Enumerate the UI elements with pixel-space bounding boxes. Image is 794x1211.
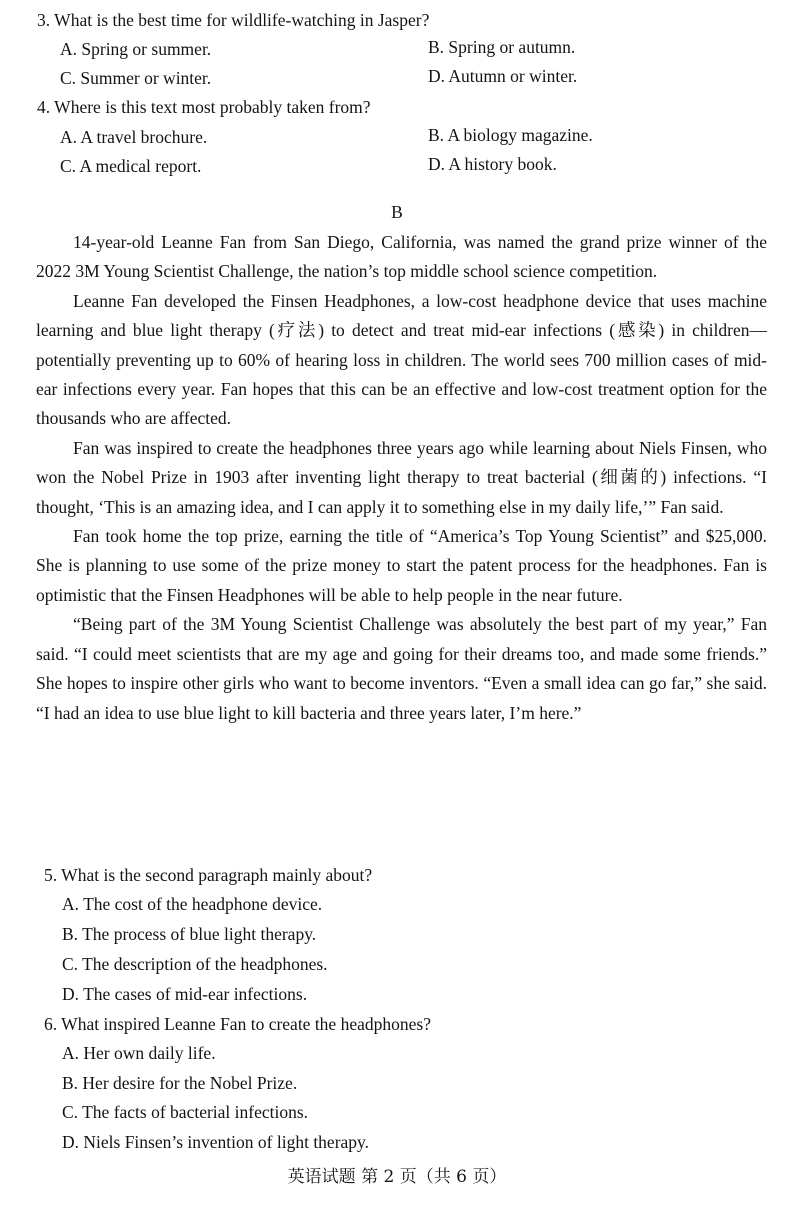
passage-paragraph: Fan took home the top prize, earning the title of “America’s Top Young Scientist” and $25,000. She is planning to use some of the prize money to start the patent process for the headphones. Fan is optimistic that the Finsen Headphones will be able to help people in the near future. xyxy=(36,526,767,605)
q4-option-d: D. A history book. xyxy=(428,154,557,174)
q3-option-b: B. Spring or autumn. xyxy=(428,37,576,57)
passage-paragraph: Leanne Fan developed the Finsen Headphones, a low-cost headphone device that uses machine learning and blue light therapy (疗法) to detect and treat mid-ear infections (感染) in children—potentially preventing up to 60% of hearing loss in children. The world sees 700 million cases of mid-ear infections every year. Fan hopes that this can be an effective and low-cost treatment option for the thousands who are affected. xyxy=(36,290,767,429)
q5-option-a: A. The cost of the headphone device. xyxy=(62,894,323,914)
question-3-stem: 3. What is the best time for wildlife-watching in Jasper? xyxy=(37,10,430,30)
q4-option-a: A. A travel brochure. xyxy=(60,127,208,147)
q5-option-d: D. The cases of mid-ear infections. xyxy=(62,984,308,1004)
question-4-stem: 4. Where is this text most probably taken from? xyxy=(37,97,371,117)
reading-passage xyxy=(36,228,767,728)
q3-option-c: C. Summer or winter. xyxy=(60,68,212,88)
passage-paragraph: Fan was inspired to create the headphones three years ago while learning about Niels Finsen, who won the Nobel Prize in 1903 after inventing light therapy to treat bacterial (细菌的) infections. “I thought, ‘This is an amazing idea, and I can apply it to something else in my daily life,’” Fan said. xyxy=(36,437,767,517)
q4-option-b: B. A biology magazine. xyxy=(428,125,593,145)
q3-option-a: A. Spring or summer. xyxy=(60,39,212,59)
passage-paragraph: 14-year-old Leanne Fan from San Diego, California, was named the grand prize winner of the 2022 3M Young Scientist Challenge, the nation’s top middle school science competition. xyxy=(36,232,767,282)
question-6-stem: 6. What inspired Leanne Fan to create the headphones? xyxy=(44,1014,431,1034)
q6-option-c: C. The facts of bacterial infections. xyxy=(62,1102,309,1122)
q5-option-b: B. The process of blue light therapy. xyxy=(62,924,317,944)
q5-option-c: C. The description of the headphones. xyxy=(62,954,328,974)
q3-option-d: D. Autumn or winter. xyxy=(428,66,578,86)
q4-option-c: C. A medical report. xyxy=(60,156,202,176)
q6-option-b: B. Her desire for the Nobel Prize. xyxy=(62,1073,298,1093)
q6-option-a: A. Her own daily life. xyxy=(62,1043,216,1063)
passage-paragraph: “Being part of the 3M Young Scientist Challenge was absolutely the best part of my year,” Fan said. “I could meet scientists that are my age and going for their dreams too, and made some friends.” She hopes to inspire other girls who want to become inventors. “Even a small idea can go far,” she said. “I had an idea to use blue light to kill bacteria and three years later, I’m here.” xyxy=(36,614,767,723)
question-5-stem: 5. What is the second paragraph mainly about? xyxy=(44,865,373,885)
q6-option-d: D. Niels Finsen’s invention of light therapy. xyxy=(62,1132,370,1152)
section-label: B xyxy=(391,202,403,222)
page-footer: 英语试题 第 2 页（共 6 页） xyxy=(287,1167,507,1187)
